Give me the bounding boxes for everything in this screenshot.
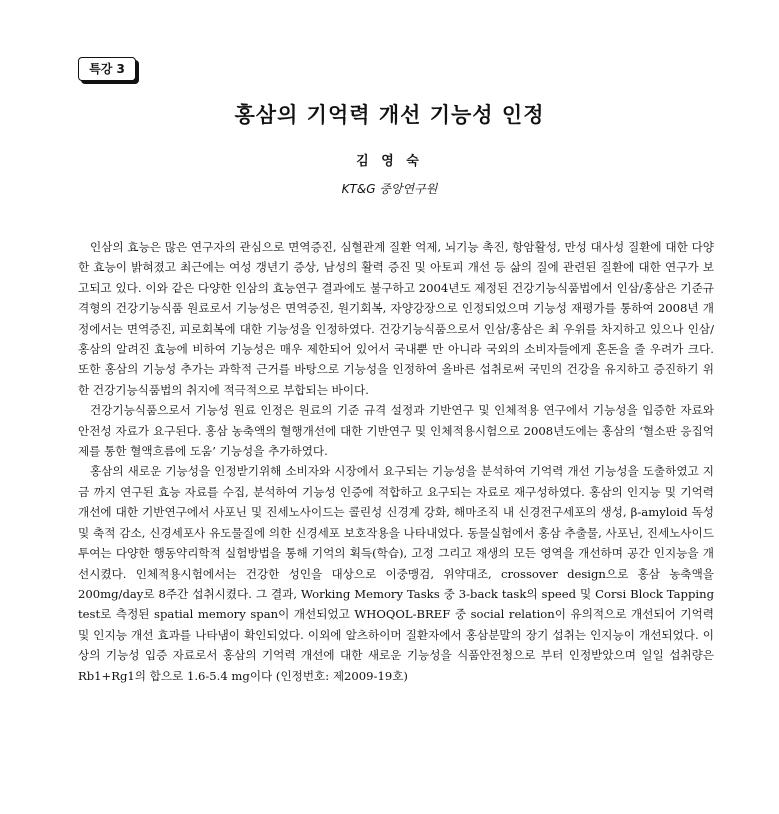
lecture-badge: 특강 3 [78, 57, 136, 81]
author-name: 김 영 숙 [356, 154, 423, 169]
article-body [78, 237, 714, 686]
paragraph: 홍삼의 새로운 기능성을 인정받기위해 소비자와 시장에서 요구되는 기능성을 분석하여 기억력 개선 기능성을 도출하였고 지금 까지 연구된 효능 자료를 수집, 분석하여 기능성 인증에 적합하고 요구되는 자료로 재구성하였다. 홍삼의 인지능 및 기억력 개선에 대한 기반연구에서 사포닌 및 진세노사이드는 콜린성 신경계 강화, 해마조직 내 신경전구세포의 생성, β-amyloid 독성 및 축적 감소, 신경세포사 유도물질에 의한 신경세포 보호작용을 나타내었다. 동물실험에서 홍삼 추출물, 사포닌, 진세노사이드 투여는 다양한 행동약리학적 실험방법을 통해 기억의 획득(학습), 고정 그리고 재생의 모든 영역을 개선하며 공간 인지능을 개선시켰다. 인체적용시험에서는 건강한 성인을 대상으로 이중맹검, 위약대조, crossover design으로 홍삼 농축액을 200mg/day로 8주간 섭취시켰다. 그 결과, Working Memory Tasks 중 3-back task의 speed 및 Corsi Block Tapping test로 측정된 spatial memory span이 개선되었고 WHOQOL-BREF 중 social relation이 유의적으로 개선되어 기억력 및 인지능 개선 효과를 나타냄이 확인되었다. 이외에 알츠하이머 질환자에서 홍삼분말의 장기 섭취는 인지능이 개선되었다. 이상의 기능성 입증 자료로서 홍삼의 기억력 개선에 대한 새로운 기능성을 식품안전청으로 부터 인정받았으며 일일 섭취량은 Rb1+Rg1의 합으로 1.6-5.4 mg이다 (인정번호: 제2009-19호) [78, 464, 714, 683]
page-title: 홍삼의 기억력 개선 기능성 인정 [234, 103, 545, 127]
paragraph: 인삼의 효능은 많은 연구자의 관심으로 면역증진, 심혈관계 질환 억제, 뇌기능 촉진, 항암활성, 만성 대사성 질환에 대한 다양한 효능이 밝혀졌고 최근에는 여성 갱년기 증상, 남성의 활력 증진 및 아토피 개선 등 삶의 질에 관련된 질환에 대한 연구가 보고되고 있다. 이와 같은 다양한 인삼의 효능연구 결과에도 불구하고 2004년도 제정된 건강기능식품법에서 인삼/홍삼은 기준규격형의 건강기능식품 원료로서 기능성은 면역증진, 원기회복, 자양강장으로 인정되었으며 기능성 재평가를 통하여 2008년 개정에서는 면역증진, 피로회복에 대한 기능성을 인정하였다. 건강기능식품으로서 인삼/홍삼은 최 우위를 차지하고 있으나 인삼/홍삼의 알려진 효능에 비하여 기능성은 매우 제한되어 있어서 국내뿐 만 아니라 국외의 소비자들에게 혼돈을 줄 우려가 크다. 또한 홍삼의 기능성 추가는 과학적 근거를 바탕으로 기능성을 인정하여 올바른 섭취로써 국민의 건강을 유지하고 증진하기 위한 건강기능식품법의 취지에 적극적으로 부합되는 바이다. [78, 240, 714, 397]
paragraph: 건강기능식품으로서 기능성 원료 인정은 원료의 기준 규격 설정과 기반연구 및 인체적용 연구에서 기능성을 입증한 자료와 안전성 자료가 요구된다. 홍삼 농축액의 혈행개선에 대한 기반연구 및 인체적용시험으로 2008년도에는 홍삼의 ‘혈소판 응집억제를 통한 혈액흐름에 도움’ 기능성을 추가하였다. [78, 403, 714, 459]
author-affiliation: KT&G 중앙연구원 [341, 182, 438, 196]
